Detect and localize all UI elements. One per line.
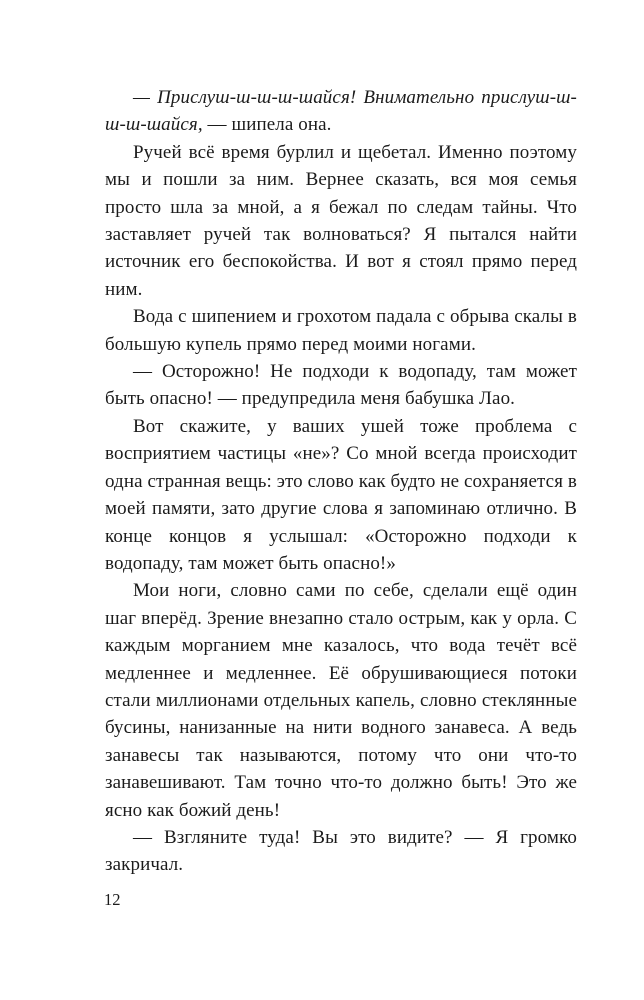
- paragraph: [105, 84, 577, 139]
- paragraph: [105, 303, 577, 358]
- text-run: — Взгляните туда! Вы это видите? — Я громко закричал.: [105, 826, 577, 876]
- text-run: Ручей всё время бурлил и щебетал. Именно поэтому мы и пошли за ним. Вернее сказать, вся моя семья просто шла за мной, а я бежал по следам тайны. Что заставляет ручей так волноваться? Я пытался найти источник его беспокойства. И вот я стоял прямо перед ним.: [105, 141, 577, 300]
- text-run: Мои ноги, словно сами по себе, сделали ещё один шаг вперёд. Зрение внезапно стало острым, как у орла. С каждым морганием мне казалось, что вода течёт всё медленнее и медленнее. Её обрушивающиеся потоки стали миллионами отдельных капель, словно стеклянные бусины, нанизанные на нити водного занавеса. А ведь занавесы так называются, потому что они что-то занавешивают. Там точно что-то должно быть! Это же ясно как божий день!: [105, 580, 577, 821]
- paragraph: [105, 139, 577, 303]
- text-run: — Осторожно! Не подходи к водопаду, там может быть опасно! — предупредила меня бабушка Лао.: [105, 361, 577, 410]
- page-number: 12: [104, 890, 121, 909]
- text-run: Вот скажите, у ваших ушей тоже проблема с восприятием частицы «не»? Со мной всегда происходит одна странная вещь: это слово как будто не сохраняется в моей памяти, зато другие слова я запоминаю отлично. В конце концов я услышал: «Осторожно подходи к водопаду, там может быть опасно!»: [105, 415, 577, 574]
- paragraph: [105, 577, 577, 824]
- text-run: — шипела она.: [202, 114, 332, 136]
- paragraph: [105, 824, 577, 879]
- paragraph: [105, 413, 577, 577]
- italic-text-run: — Прислуш-ш-ш-ш-шайся! Внимательно прислуш-ш-ш-ш-шайся,: [105, 87, 577, 136]
- paragraph: [105, 358, 577, 413]
- text-run: Вода с шипением и грохотом падала с обрыва скалы в большую купель прямо перед моими ногами.: [105, 306, 577, 355]
- text-block: [105, 84, 577, 879]
